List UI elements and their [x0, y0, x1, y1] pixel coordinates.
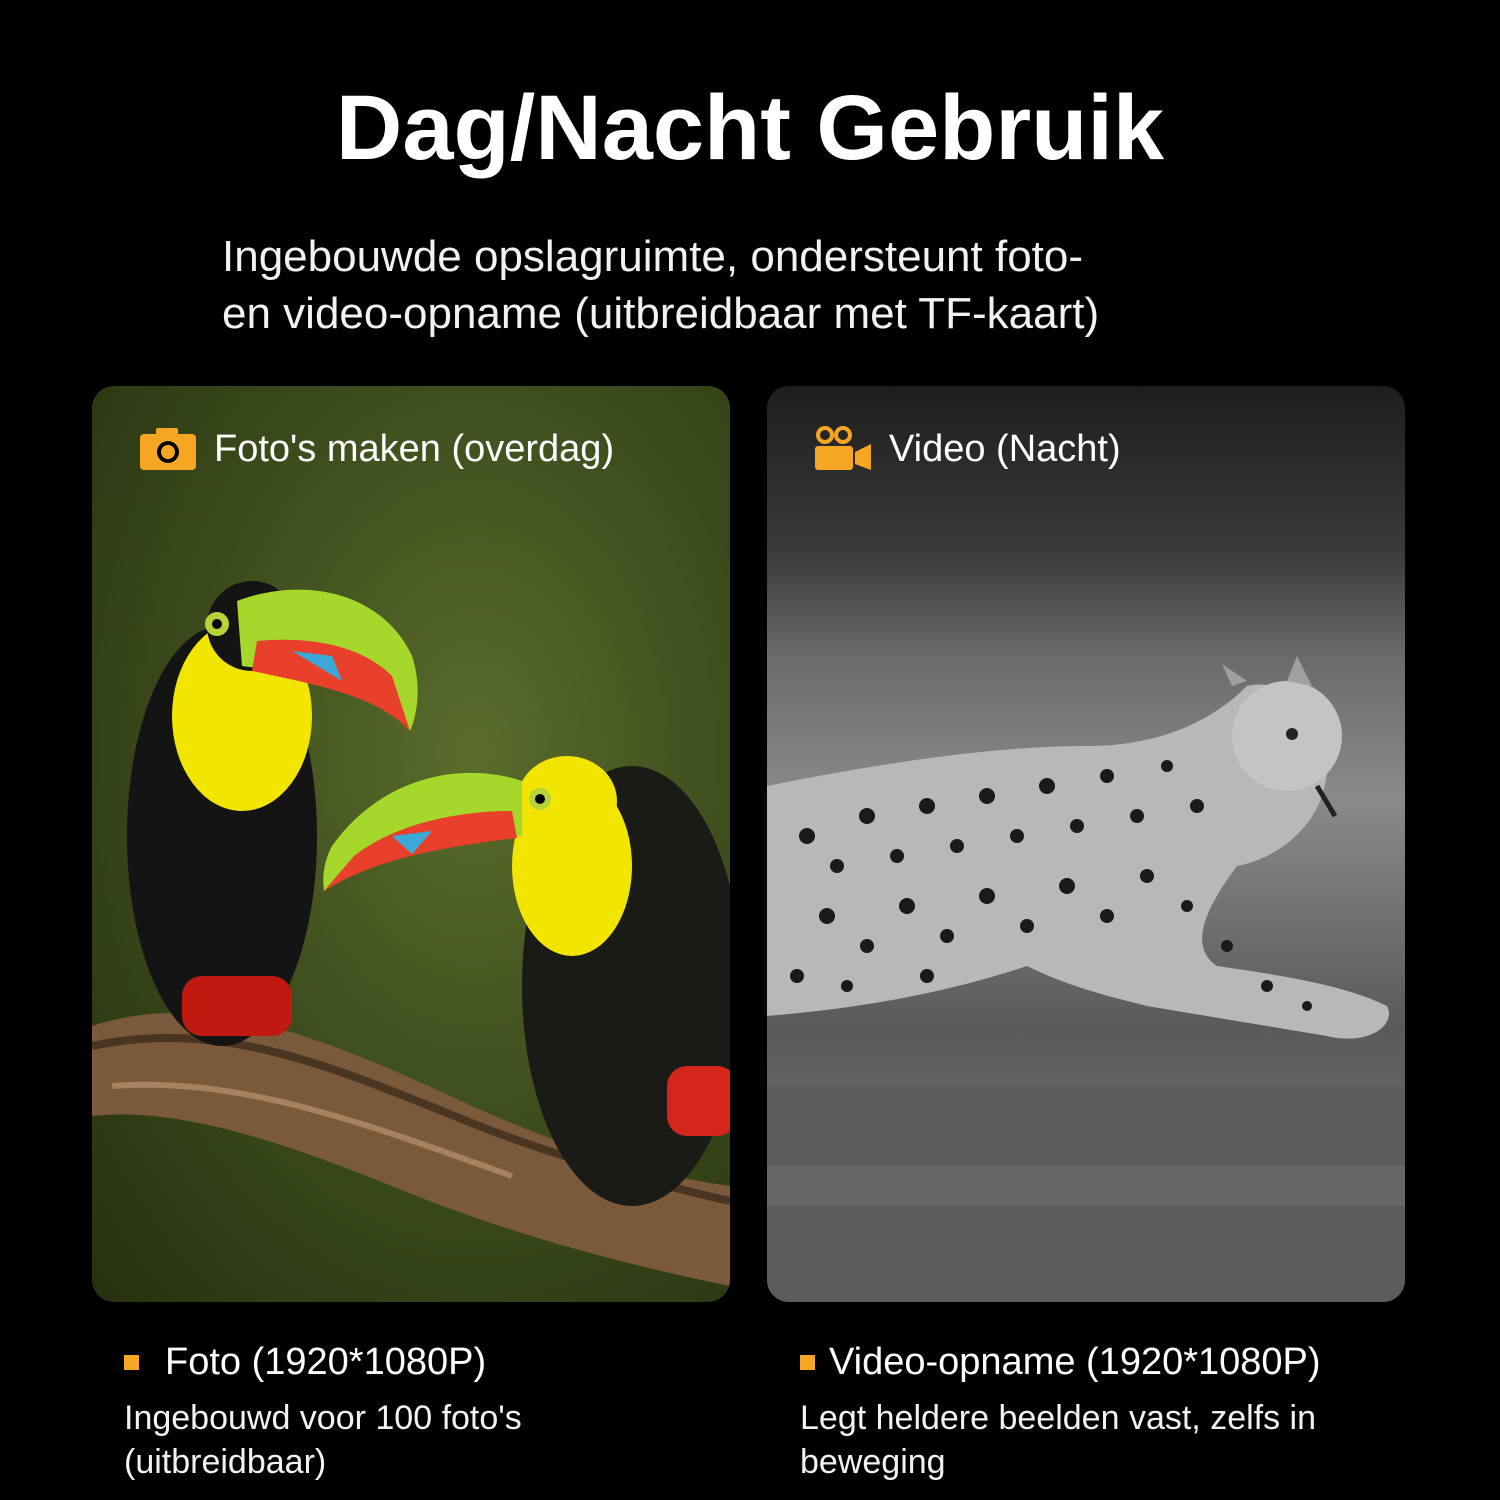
photo-caption-body: Ingebouwd voor 100 foto's (uitbreidbaar) [124, 1399, 522, 1481]
video-caption-heading [800, 1338, 1440, 1386]
subtitle-line-1: Ingebouwde opslagruimte, ondersteunt foto- [222, 232, 1084, 281]
page-subtitle [222, 228, 1322, 342]
bullet-icon [800, 1355, 815, 1370]
camera-icon [138, 426, 198, 472]
night-card-label-text: Video (Nacht) [889, 427, 1121, 470]
night-video-card [767, 386, 1405, 1302]
video-camera-icon [813, 426, 873, 472]
cheetah-photo [767, 386, 1405, 1302]
video-caption-body: Legt heldere beelden vast, zelfs in beweging [800, 1399, 1317, 1481]
toucans-photo [92, 386, 730, 1302]
photo-caption-heading [124, 1338, 724, 1386]
bullet-icon [124, 1355, 139, 1370]
page-title: Dag/Nacht Gebruik [335, 77, 1165, 179]
day-card-label-text: Foto's maken (overdag) [214, 427, 615, 470]
subtitle-line-2: en video-opname (uitbreidbaar met TF-kaart) [222, 289, 1100, 338]
video-caption [800, 1338, 1440, 1484]
day-card-label [138, 426, 614, 472]
night-card-label [813, 426, 1121, 472]
photo-caption-heading-text: Foto (1920*1080P) [165, 1341, 487, 1383]
day-photo-card [92, 386, 730, 1302]
video-caption-heading-text: Video-opname (1920*1080P) [829, 1341, 1321, 1383]
photo-caption [124, 1338, 724, 1484]
